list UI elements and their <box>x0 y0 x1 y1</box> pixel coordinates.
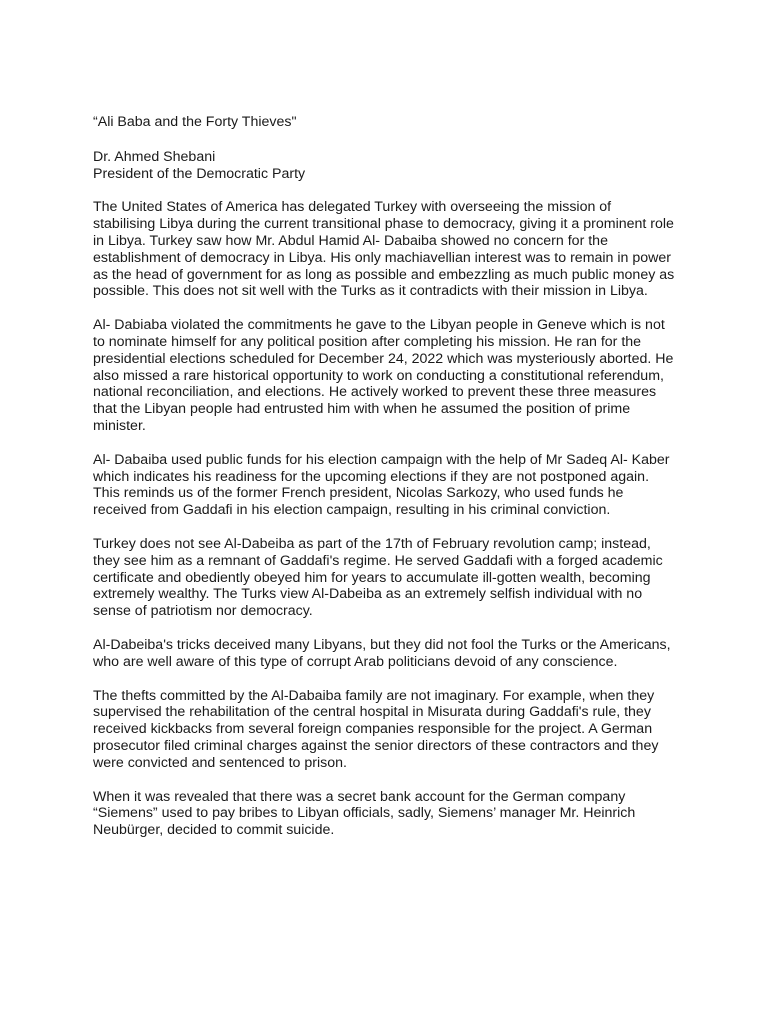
document-page <box>93 114 675 856</box>
author-block <box>93 149 675 183</box>
paragraph-6: The thefts committed by the Al-Dabaiba family are not imaginary. For example, when they supervised the rehabilitation of the central hospital in Misurata during Gaddafi's rule, they received kickbacks from several foreign companies responsible for the project. A German prosecutor filed criminal charges against the senior directors of these contractors and they were convicted and sentenced to prison. <box>93 687 659 771</box>
document-title: “Ali Baba and the Forty Thieves" <box>93 114 297 130</box>
author-name: Dr. Ahmed Shebani <box>93 148 216 165</box>
paragraph-4: Turkey does not see Al-Dabeiba as part of the 17th of February revolution camp; instead, they see him as a remnant of Gaddafi's regime. He served Gaddafi with a forged academic certificate and obediently obeyed him for years to accumulate ill-gotten wealth, becoming extremely wealthy. The Turks view Al-Dabeiba as an extremely selfish individual with no sense of patriotism nor democracy. <box>93 535 663 620</box>
author-role: President of the Democratic Party <box>93 165 306 182</box>
paragraph-1: The United States of America has delegated Turkey with overseeing the mission of stabilising Libya during the current transitional phase to democracy, giving it a prominent role in Libya. Turkey saw how Mr. Abdul Hamid Al- Dabaiba showed no concern for the establishment of democracy in Libya. His only machiavellian interest was to remain in power as the head of government for as long as possible and embezzling as much public money as possible. This does not sit well with the Turks as it contradicts with their mission in Libya. <box>93 199 675 300</box>
paragraph-5: Al-Dabeiba's tricks deceived many Libyans, but they did not fool the Turks or the Americans, who are well aware of this type of corrupt Arab politicians devoid of any conscience. <box>93 636 671 670</box>
paragraph-7: When it was revealed that there was a secret bank account for the German company “Siemens” used to pay bribes to Libyan officials, sadly, Siemens’ manager Mr. Heinrich Neubürger, decided to commit suicide. <box>93 788 636 839</box>
paragraph-2: Al- Dabiaba violated the commitments he gave to the Libyan people in Geneve which is not to nominate himself for any political position after completing his mission. He ran for the presidential elections scheduled for December 24, 2022 which was mysteriously aborted. He also missed a rare historical opportunity to work on conducting a constitutional referendum, national reconciliation, and elections. He actively worked to prevent these three measures that the Libyan people had entrusted him with when he assumed the position of prime minister. <box>93 317 674 434</box>
paragraph-3: Al- Dabaiba used public funds for his election campaign with the help of Mr Sadeq Al- Kaber which indicates his readiness for the upcoming elections if they are not postponed again. This reminds us of the former French president, Nicolas Sarkozy, who used funds he received from Gaddafi in his election campaign, resulting in his criminal conviction. <box>93 451 670 519</box>
